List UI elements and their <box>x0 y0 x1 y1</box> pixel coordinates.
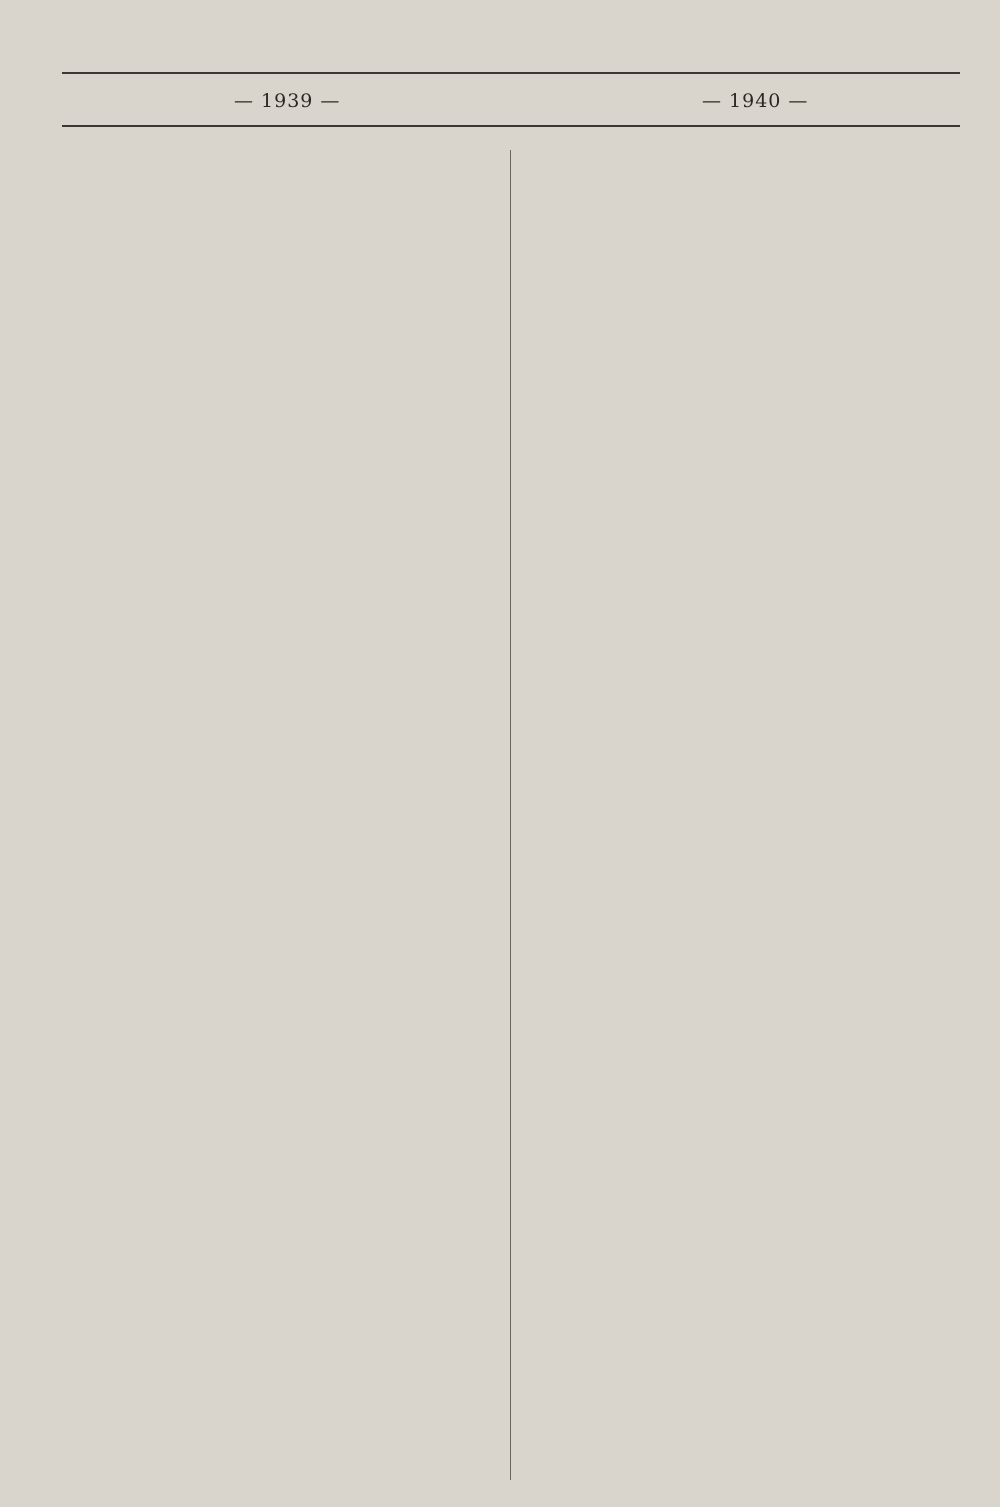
running-header <box>62 90 960 116</box>
right-column <box>524 150 960 1480</box>
left-column <box>62 150 498 1480</box>
header-rule <box>62 125 960 127</box>
page-number-right: — 1940 — <box>702 90 809 112</box>
page-number-left: — 1939 — <box>234 90 341 112</box>
top-rule <box>62 72 960 74</box>
column-divider <box>510 150 511 1480</box>
